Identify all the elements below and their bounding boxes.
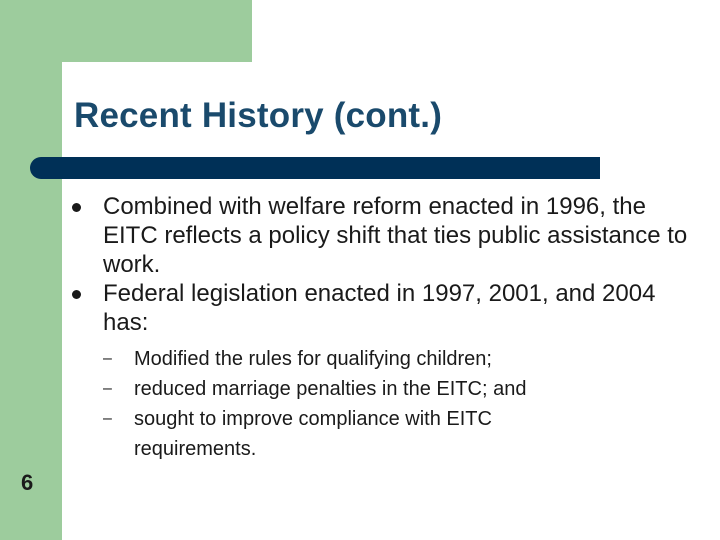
dash-icon: – [103,410,112,427]
sub-bullet-item [103,344,692,374]
slide-number: 6 [21,470,34,495]
title-underline-bar [30,157,600,179]
sub-bullet-text: reduced marriage penalties in the EITC; and [134,378,527,400]
bullet-dot-icon [72,290,81,299]
bullet-list [72,192,692,464]
bullet-text: Combined with welfare reform enacted in 1996, the EITC reflects a policy shift that ties public assistance to work. [103,193,688,278]
decorative-left-strip [0,0,62,540]
sub-bullet-item [103,404,692,464]
sub-bullet-text: sought to improve compliance with EITC requirements. [134,408,492,460]
bullet-item [72,192,692,279]
dash-icon: – [103,380,112,397]
sub-bullet-item [103,374,692,404]
dash-icon: – [103,350,112,367]
bullet-text: Federal legislation enacted in 1997, 2001, and 2004 has: [103,280,656,336]
bullet-dot-icon [72,203,81,212]
bullet-item [72,279,692,464]
sub-bullet-text: Modified the rules for qualifying children; [134,348,492,370]
sub-bullet-list [103,344,692,464]
slide-title: Recent History (cont.) [74,96,443,135]
